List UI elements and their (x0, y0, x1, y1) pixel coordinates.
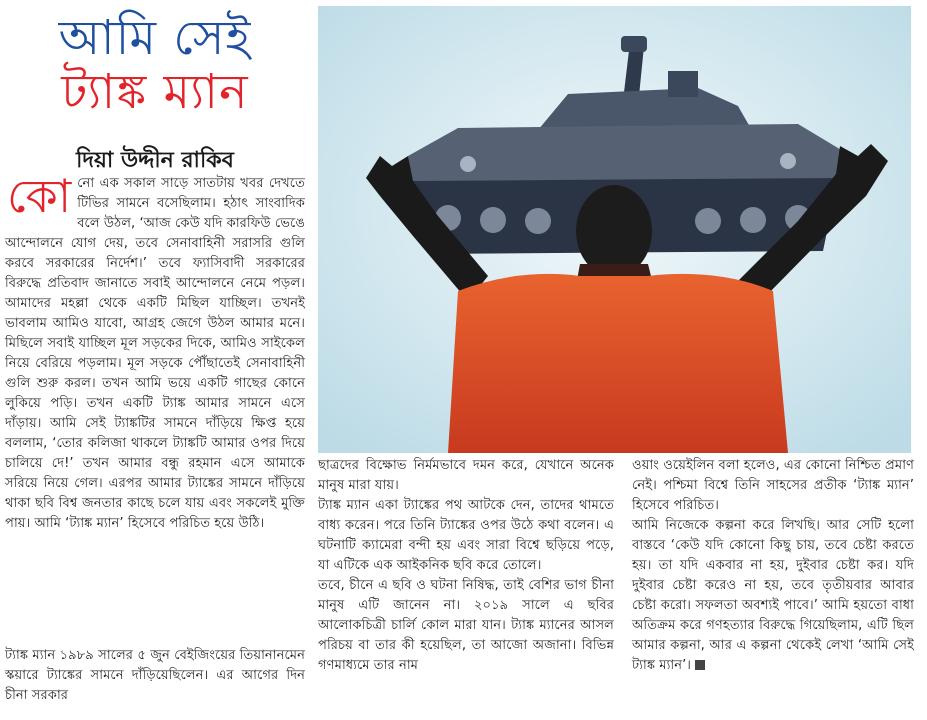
tank-man-illustration (318, 6, 911, 453)
article-column-1 (5, 169, 305, 534)
article-column-3 (632, 456, 914, 676)
column-3-paragraph-2 (632, 516, 914, 676)
headline-line-1: আমি সেই (58, 10, 252, 66)
column-2-paragraph-1: ছাত্রদের বিক্ষোভ নির্মমভাবে দমন করে, যেখানে অনেক মানুষ মারা যায়। (318, 458, 614, 493)
intro-text: নো এক সকাল সাড়ে সাতটায় খবর দেখতে টিভির সামনে বসেছিলাম। হঠাৎ সাংবাদিক বলে উঠল, ‘আজ কেউ যদি কারফিউ ভেঙে আন্দোলনে যোগ দেয়, তবে সেনাবাহিনী সরাসরি গুলি করবে সরকারের নির্দেশ।’ তবে ফ্যাসিবাদী সরকারের বিরুদ্ধে প্রতিবাদ জানাতে সবাই আন্দোলনে নেমে পড়ল। আমাদের মহল্লা থেকে একটি মিছিল যাচ্ছিল। তখনই ভাবলাম আমিও যাবো, আগ্রহ জেগে উঠল আমার মনে। মিছিলে সবাই যাচ্ছিল মূল সড়কের দিকে, আমিও সাইকেল নিয়ে বেরিয়ে পড়লাম। মূল সড়কে পৌঁছাতেই সেনাবাহিনী গুলি শুরু করল। তখন আমি ভয়ে একটি গাছের কোনে লুকিয়ে পড়ি। তখন একটি ট্যাঙ্ক আমার সামনে এসে দাঁড়ায়। আমি সেই ট্যাঙ্কটির সামনে দাঁড়িয়ে ক্ষিপ্ত হয়ে বললাম, ‘তোর কলিজা থাকলে ট্যাঙ্কটি আমার ওপর দিয়ে চালিয়ে দে!’ তখন আমার বন্ধু রহমান এসে আমাকে সরিয়ে নিয়ে গেল। এরপর আমার ট্যাঙ্কের সামনে দাঁড়িয়ে থাকা ছবি বিশ্ব জনতার কাছে চলে যায় এবং সকলেই মুক্তি পায়। আমি ‘ট্যাঙ্ক ম্যান’ হিসেবে পরিচিত হয়ে উঠি। (5, 176, 305, 531)
article-column-2 (318, 456, 614, 676)
column-3-paragraph-2-text: আমি নিজেকে কল্পনা করে লিখছি। আর সেটি হলো বাস্তবে ‘কেউ যদি কোনো কিছু চায়, তবে চেষ্টা করতে হয়। তা যদি একবার না হয়, দুইবার চেষ্টা কর। যদি দুইবার চেষ্টা করেও না হয়, তবে তৃতীয়বার আবার চেষ্টা করো। সফলতা অবশ্যই পাবে।’ আমি হয়তো বাধা অতিক্রম করে গণহত্যার বিরুদ্ধে গিয়েছিলাম, এটি ছিল আমার কল্পনা, আর এ কল্পনা থেকেই লেখা ‘আমি সেই ট্যাঙ্ক ম্যান’। (632, 518, 914, 673)
intro-paragraph (5, 169, 305, 534)
headline-line-2: ট্যাঙ্ক ম্যান (61, 64, 249, 120)
history-paragraph-start: ট্যাঙ্ক ম্যান ১৯৮৯ সালের ৫ জুন বেইজিংয়ের তিয়ানানমেন স্কয়ারে ট্যাঙ্কের সামনে দাঁড়িয়েছিলেন। এর আগের দিন চীনা সরকার (5, 648, 305, 703)
column-2-paragraph-2: ট্যাঙ্ক ম্যান একা ট্যাঙ্কের পথ আটকে দেন, তাদের থামতে বাধ্য করেন। পরে তিনি ট্যাঙ্কের ওপর উঠে কথা বলেন। এ ঘটনাটি ক্যামেরা বন্দী হয় এবং সারা বিশ্বে ছড়িয়ে পড়ে, যা এটিকে এক আইকনিক ছবি করে তোলে। (318, 498, 614, 573)
illustration-svg (318, 6, 911, 453)
end-mark-icon (695, 660, 705, 670)
byline: দিয়া উদ্দীন রাকিব (76, 148, 234, 173)
column-3-paragraph-1: ওয়াং ওয়েইলিন বলা হলেও, এর কোনো নিশ্চিত প্রমাণ নেই। পশ্চিমা বিশ্বে তিনি সাহসের প্রতীক ‘ট্যাঙ্ক ম্যান’ হিসেবে পরিচিত। (632, 458, 914, 513)
article-column-1-continued (5, 646, 305, 706)
dropcap: কো (7, 169, 72, 223)
column-2-paragraph-3: তবে, চীনে এ ছবি ও ঘটনা নিষিদ্ধ, তাই বেশির ভাগ চীনা মানুষ এটি জানেন না। ২০১৯ সালে এ ছবির আলোকচিত্রী চার্লি কোল মারা যান। ট্যাঙ্ক ম্যানের আসল পরিচয় বা তার কী হয়েছিল, তা আজো অজানা। বিভিন্ন গণমাধ্যমে তার নাম (318, 578, 614, 673)
